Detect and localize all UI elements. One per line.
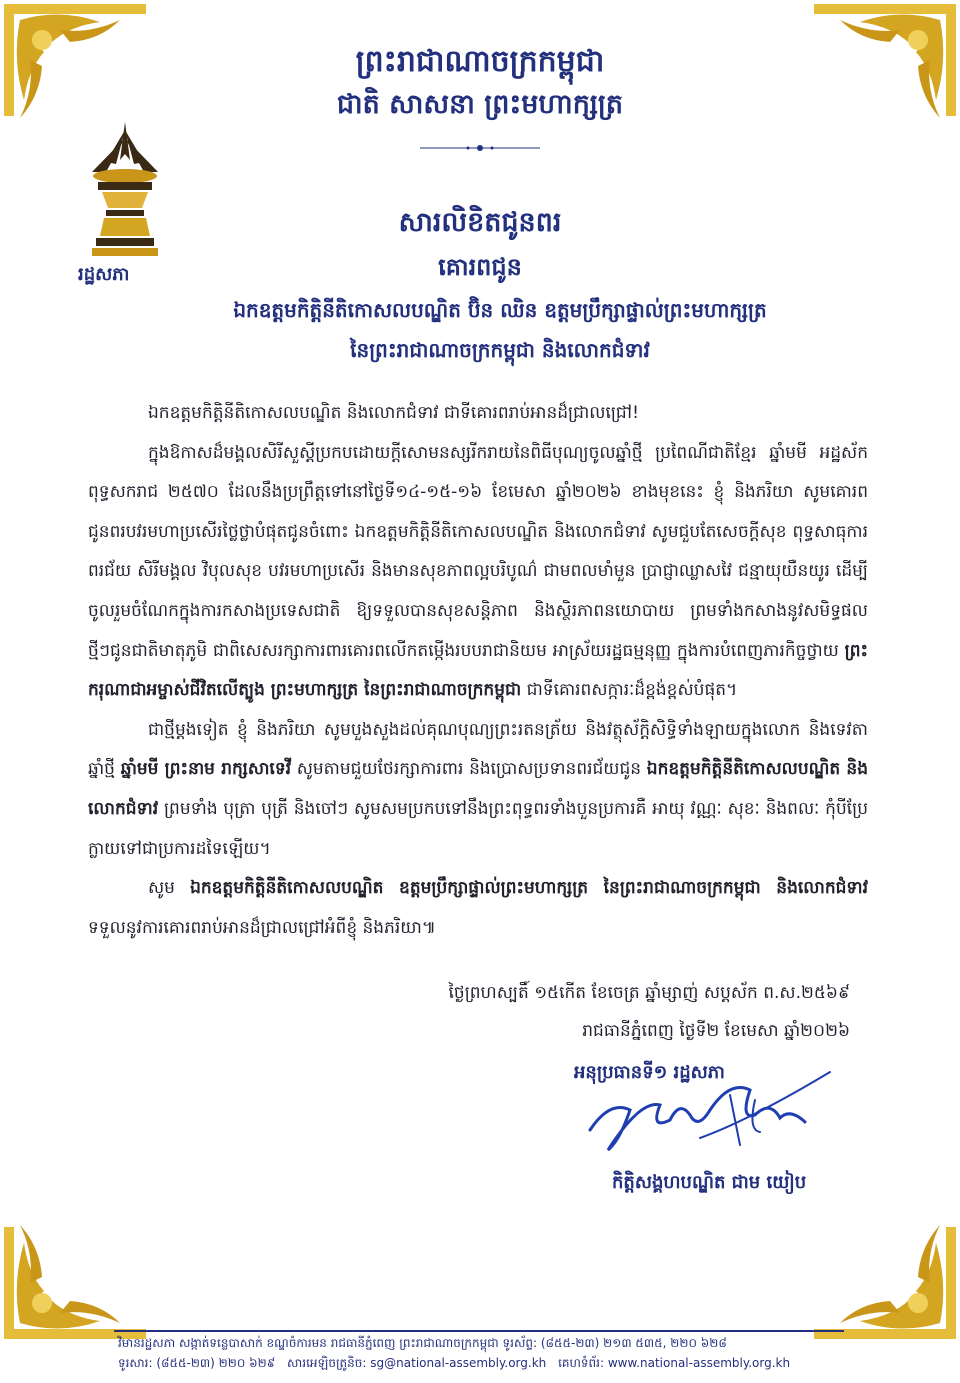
signer-title: អនុប្រធានទី១ រដ្ឋសភា (574, 1062, 725, 1083)
footer-website-link[interactable]: www.national-assembly.org.kh (607, 1356, 791, 1370)
signer-name: កិត្តិសង្គហបណ្ឌិត ជាម យៀប (612, 1172, 807, 1193)
handwritten-signature-icon (580, 1060, 840, 1170)
letter-body (88, 394, 868, 948)
new-year-angel-name: ឆ្នាំមមី ព្រះនាម រាក្សសាទេវី (120, 759, 291, 780)
footer-address: វិមានរដ្ឋសភា សង្កាត់ទន្លេបាសាក់ ខណ្ឌចំការមន រាជធានីភ្នំពេញ ព្រះរាជាណាចក្រកម្ពុជា ទូរស័ព្ទ: (៨៥៥-២៣) ២១៣ ៥៣៥, ២២០ ៦២៨ (118, 1336, 727, 1350)
recipient-honorific: ឯកឧត្តមកិត្តិនីតិកោសលបណ្ឌិត និងលោកជំទាវ (88, 759, 868, 819)
footer-fax: ទូរសារ: (៨៥៥-២៣) ២២០ ៦២៩ (118, 1356, 276, 1370)
footer-contacts (118, 1355, 790, 1373)
king-title: ព្រះករុណាជាអម្ចាស់ជីវិតលើត្បូង ព្រះមហាក្សត្រ នៃព្រះរាជាណាចក្រកម្ពុជា (88, 640, 868, 701)
blessing-text-3: ព្រមទាំង បុត្រា បុត្រី និងចៅៗ សូមសមប្រកបទៅនឹងព្រះពុទ្ធពរទាំងបួនប្រការគឺ អាយុ វណ្ណៈ សុខៈ និងពលៈ កុំបីប្រែក្លាយទៅជាប្រការដទៃឡើយ។ (88, 798, 868, 859)
salutation-paragraph: ឯកឧត្តមកិត្តិនីតិកោសលបណ្ឌិត និងលោកជំទាវ ជាទីគោរពរាប់អានដ៏ជ្រាលជ្រៅ! (148, 403, 639, 423)
kingdom-name: ព្រះរាជាណាចក្រកម្ពុជា (355, 44, 605, 79)
greeting-closing-text: ជាទីគោរពសក្ការៈដ៏ខ្ពង់ខ្ពស់បំផុត។ (526, 680, 738, 701)
place-and-date: រាជធានីភ្នំពេញ ថ្ងៃទី២ ខែមេសា ឆ្នាំ២០២៦ (582, 1021, 850, 1041)
footer-website-label: គេហទំព័រ: (558, 1356, 605, 1370)
letter-title: សារលិខិតជូនពរ (398, 207, 562, 238)
footer-divider (114, 1330, 844, 1332)
corner-ornament-icon (0, 1223, 150, 1343)
greeting-text: ក្នុងឱកាសដ៏មង្គលសិរីសួស្តីប្រកបដោយក្តីសោមនស្សរីករាយនៃពិធីបុណ្យចូលឆ្នាំថ្មី ប្រពៃណីជាតិខ្មែរ ឆ្នាំមមី អដ្ឋស័ក ពុទ្ធសករាជ ២៥៧០ ដែលនឹងប្រព្រឹត្តទៅនៅថ្ងៃទី១៤-១៥-១៦ ខែមេសា ឆ្នាំ២០២៦ ខាងមុខនេះ ខ្ញុំ និងភរិយា សូមគោរពជូនពរបវរមហាប្រសើរថ្លៃថ្លាបំផុតជូនចំពោះ ឯកឧត្តមកិត្តិនីតិកោសលបណ្ឌិត និងលោកជំទាវ សូមជួបតែសេចក្តីសុខ ពុទ្ធសាធុការពរជ័យ សិរីមង្គល វិបុលសុខ បវរមហាប្រសើរ និងមានសុខភាពល្អបរិបូណ៌ ជាមពលមាំមួន ប្រាជ្ញាឈ្លាសវៃ ជន្មាយុយឺនយូរ ដើម្បីចូលរួមចំណែកក្នុងការកសាងប្រទេសជាតិ ឱ្យទទួលបានសុខសន្តិភាព និងស្ថិរភាពនយោបាយ ព្រមទាំងកសាងនូវសមិទ្ធផលថ្មីៗជូនជាតិមាតុភូមិ ជាពិសេសរក្សាការពារគោរពលើកតម្កើងរបបរាជានិយម អាស្រ័យរដ្ឋធម្មនុញ្ញ ក្នុងការបំពេញភារកិច្ចថ្វាយ (88, 442, 868, 661)
national-motto: ជាតិ សាសនា ព្រះមហាក្សត្រ (336, 89, 624, 120)
closing-text-1: សូម (148, 878, 175, 899)
ornamental-divider-icon (420, 144, 540, 152)
footer-email-label: សារអេឡិចត្រូនិច: (287, 1356, 367, 1370)
blessing-text-2: សូមតាមជួយថែរក្សាការពារ និងប្រោសប្រទានពរជ័យជូន (296, 759, 642, 780)
greeting-paragraph (88, 434, 868, 711)
institution-name: រដ្ឋសភា (78, 264, 130, 285)
closing-text-2: ទទួលនូវការគោរពរាប់អានដ៏ជ្រាលជ្រៅអំពីខ្ញុំ និងភរិយា៕ (88, 917, 436, 938)
closing-paragraph (88, 869, 868, 948)
blessing-text-1: ជាថ្មីម្តងទៀត ខ្ញុំ និងភរិយា សូមបួងសួងដល់គុណបុណ្យព្រះរតនត្រ័យ និងវត្ថុស័ក្តិសិទ្ធិទាំងឡាយក្នុងលោក និងទេវតាឆ្នាំថ្មី (88, 719, 868, 780)
blessing-paragraph (88, 711, 868, 869)
recipient-line-1: ឯកឧត្តមកិត្តិនីតិកោសលបណ្ឌិត ប៊ិន ឈិន ឧត្តមប្រឹក្សាផ្ទាល់ព្រះមហាក្សត្រ (233, 298, 767, 322)
closing-recipient: ឯកឧត្តមកិត្តិនីតិកោសលបណ្ឌិត ឧត្តមប្រឹក្សាផ្ទាល់ព្រះមហាក្សត្រ នៃព្រះរាជាណាចក្រកម្ពុជា និងលោកជំទាវ (190, 878, 869, 899)
recipient-line-2: នៃព្រះរាជាណាចក្រកម្ពុជា និងលោកជំទាវ (350, 338, 650, 362)
lunar-date: ថ្ងៃព្រហស្បតិ៍ ១៥កើត ខែចេត្រ ឆ្នាំម្សាញ់ សប្តស័ក ព.ស.២៥៦៩ (448, 983, 850, 1003)
footer-email-link[interactable]: sg@national-assembly.org.kh (370, 1356, 547, 1370)
corner-ornament-icon (810, 1223, 960, 1343)
letter-subtitle: គោរពជូន (438, 253, 522, 281)
